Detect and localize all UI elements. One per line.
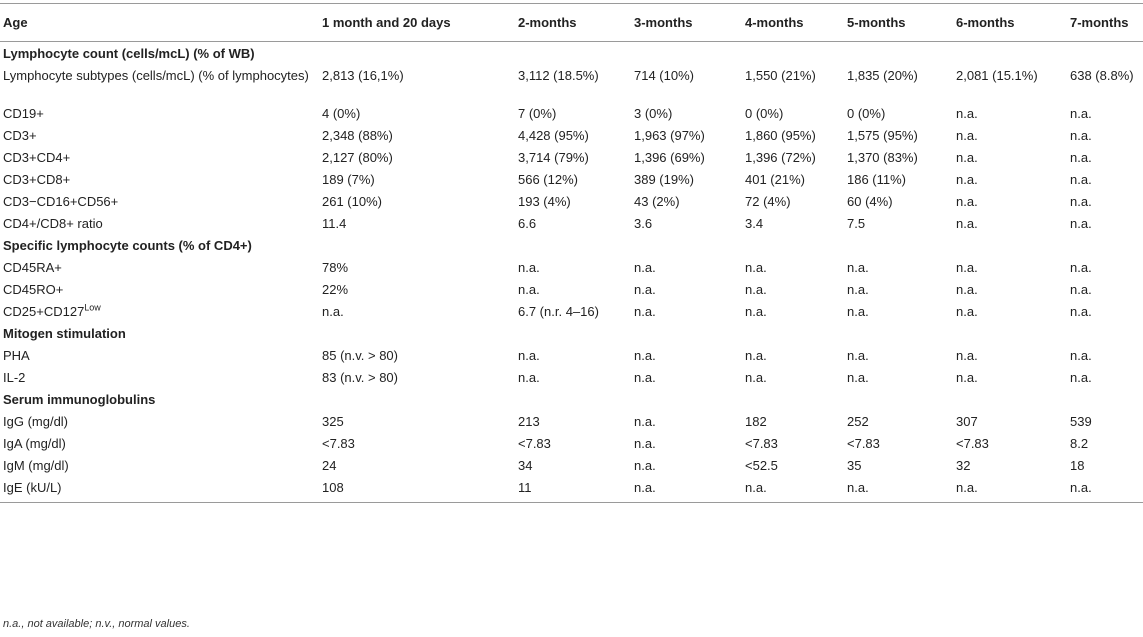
cell: 2,813 (16,1%) (322, 67, 404, 83)
cell: n.a. (745, 259, 767, 275)
header-4-months: 4-months (741, 4, 843, 42)
cell: n.a. (956, 149, 978, 165)
cell: n.a. (956, 347, 978, 363)
cell: n.a. (847, 303, 869, 319)
cell: 189 (7%) (322, 171, 375, 187)
cell: <52.5 (745, 457, 778, 473)
cell: <7.83 (847, 435, 880, 451)
header-7-months: 7-months (1066, 4, 1143, 42)
cell: n.a. (518, 259, 540, 275)
cell: n.a. (634, 413, 656, 429)
row-label: Lymphocyte subtypes (cells/mcL) (% of lymphocytes) (3, 67, 309, 83)
header-1-month-20-days: 1 month and 20 days (318, 4, 514, 42)
cell: n.a. (1070, 259, 1092, 275)
cell: n.a. (518, 369, 540, 385)
cell: 261 (10%) (322, 193, 382, 209)
table-row (0, 476, 1143, 503)
cell: 307 (956, 413, 978, 429)
cell: 566 (12%) (518, 171, 578, 187)
cell: n.a. (634, 369, 656, 385)
cell: n.a. (847, 259, 869, 275)
cell: 3.6 (634, 215, 653, 231)
cell: n.a. (518, 347, 540, 363)
row-label: CD45RA+ (3, 259, 62, 275)
section-row (0, 234, 1143, 256)
header-5-months: 5-months (843, 4, 952, 42)
row-label: CD4+/CD8+ ratio (3, 215, 103, 231)
cell: n.a. (634, 281, 656, 297)
row-label: CD3+ (3, 127, 37, 143)
cell: <7.83 (956, 435, 989, 451)
row-label: PHA (3, 347, 30, 363)
cell: 252 (847, 413, 869, 429)
table-row (0, 454, 1143, 476)
cell: n.a. (1070, 281, 1092, 297)
cell: 34 (518, 457, 533, 473)
cell: 1,550 (21%) (745, 67, 816, 83)
cell: 7.5 (847, 215, 866, 231)
cell: 72 (4%) (745, 193, 791, 209)
table-row (0, 300, 1143, 322)
cell: 2,081 (15.1%) (956, 67, 1038, 83)
cell: 8.2 (1070, 435, 1089, 451)
table-row (0, 64, 1143, 102)
cell: n.a. (322, 303, 344, 319)
cell: 2,127 (80%) (322, 149, 393, 165)
section-row (0, 388, 1143, 410)
row-label: CD19+ (3, 105, 44, 121)
cell: 43 (2%) (634, 193, 680, 209)
cell: 6.7 (n.r. 4–16) (518, 303, 599, 319)
header-6-months: 6-months (952, 4, 1066, 42)
section-mitogen: Mitogen stimulation (3, 325, 126, 341)
cell: 4,428 (95%) (518, 127, 589, 143)
cell: 1,575 (95%) (847, 127, 918, 143)
cell: <7.83 (322, 435, 355, 451)
row-label: IgG (mg/dl) (3, 413, 69, 429)
cell: 1,963 (97%) (634, 127, 705, 143)
cell: 3,714 (79%) (518, 149, 589, 165)
cell: 213 (518, 413, 540, 429)
header-2-months: 2-months (514, 4, 630, 42)
cell: 32 (956, 457, 971, 473)
cell: 638 (8.8%) (1070, 67, 1134, 83)
cell: 539 (1070, 413, 1092, 429)
table-row (0, 410, 1143, 432)
row-label (0, 300, 318, 322)
cell: 186 (11%) (847, 171, 907, 187)
cell: 7 (0%) (518, 105, 557, 121)
row-label: CD3+CD8+ (3, 171, 71, 187)
cell: 2,348 (88%) (322, 127, 393, 143)
cell: 1,860 (95%) (745, 127, 816, 143)
cell: 325 (322, 413, 344, 429)
row-label: CD3−CD16+CD56+ (3, 193, 119, 209)
cell: 0 (0%) (745, 105, 784, 121)
table-row (0, 168, 1143, 190)
cell: n.a. (634, 259, 656, 275)
cell: 35 (847, 457, 862, 473)
cell: 714 (10%) (634, 67, 694, 83)
cell: n.a. (745, 281, 767, 297)
cell: n.a. (956, 215, 978, 231)
cell: n.a. (745, 347, 767, 363)
cell: 389 (19%) (634, 171, 694, 187)
cell: n.a. (1070, 303, 1092, 319)
cell: n.a. (634, 435, 656, 451)
cell: n.a. (1070, 127, 1092, 143)
cell: 0 (0%) (847, 105, 886, 121)
cell: n.a. (847, 347, 869, 363)
section-lymphocyte-count: Lymphocyte count (cells/mcL) (% of WB) (3, 46, 255, 61)
cell: 60 (4%) (847, 193, 893, 209)
cell: 11 (514, 476, 630, 503)
table-row (0, 278, 1143, 300)
row-label: IgM (mg/dl) (3, 457, 69, 473)
row-label-superscript: Low (84, 302, 101, 313)
row-label: CD45RO+ (3, 281, 64, 297)
cell: n.a. (956, 303, 978, 319)
cell: 1,396 (69%) (634, 149, 705, 165)
table-row (0, 256, 1143, 278)
table-row (0, 344, 1143, 366)
cell: n.a. (741, 476, 843, 503)
cell: 3 (0%) (634, 105, 673, 121)
row-label: CD3+CD4+ (3, 149, 71, 165)
cell: <7.83 (745, 435, 778, 451)
cell: 22% (322, 281, 349, 297)
lab-results-table (0, 3, 1143, 503)
cell: n.a. (956, 105, 978, 121)
cell: 4 (0%) (322, 105, 361, 121)
table-row (0, 212, 1143, 234)
cell: 18 (1070, 457, 1085, 473)
cell: n.a. (956, 193, 978, 209)
cell: n.a. (630, 476, 741, 503)
table-row (0, 102, 1143, 124)
cell: 401 (21%) (745, 171, 805, 187)
row-label: IL-2 (3, 369, 26, 385)
cell: n.a. (1070, 149, 1092, 165)
table-footnote: n.a., not available; n.v., normal values. (3, 618, 190, 630)
section-row (0, 322, 1143, 344)
cell: 24 (322, 457, 337, 473)
cell: n.a. (1070, 105, 1092, 121)
cell: n.a. (952, 476, 1066, 503)
cell: 3.4 (745, 215, 764, 231)
cell: n.a. (843, 476, 952, 503)
row-label-text: CD25+CD127 (3, 303, 85, 319)
cell: 83 (n.v. > 80) (322, 369, 398, 385)
cell: n.a. (956, 281, 978, 297)
table-row (0, 366, 1143, 388)
cell: n.a. (1070, 171, 1092, 187)
header-age: Age (0, 4, 318, 42)
cell: 182 (745, 413, 767, 429)
cell: n.a. (956, 171, 978, 187)
cell: 193 (4%) (518, 193, 571, 209)
cell: 1,835 (20%) (847, 67, 918, 83)
section-specific-counts: Specific lymphocyte counts (% of CD4+) (3, 237, 252, 253)
cell: n.a. (1066, 476, 1143, 503)
cell: n.a. (745, 369, 767, 385)
cell: n.a. (1070, 347, 1092, 363)
cell: n.a. (634, 303, 656, 319)
cell: n.a. (634, 347, 656, 363)
row-label: IgE (kU/L) (0, 476, 318, 503)
cell: n.a. (847, 281, 869, 297)
table-row (0, 124, 1143, 146)
cell: 3,112 (18.5%) (518, 67, 599, 83)
cell: n.a. (956, 369, 978, 385)
row-label: IgA (mg/dl) (3, 435, 66, 451)
cell: 1,396 (72%) (745, 149, 816, 165)
cell: n.a. (847, 369, 869, 385)
table-header-row (0, 4, 1143, 42)
cell: n.a. (956, 127, 978, 143)
section-immunoglobulins: Serum immunoglobulins (3, 391, 156, 407)
cell: 11.4 (322, 215, 347, 231)
cell: n.a. (956, 259, 978, 275)
table-row (0, 432, 1143, 454)
cell: 78% (322, 259, 349, 275)
cell: 6.6 (518, 215, 537, 231)
table-row (0, 190, 1143, 212)
cell: n.a. (518, 281, 540, 297)
cell: n.a. (1070, 215, 1092, 231)
cell: n.a. (745, 303, 767, 319)
section-row (0, 42, 1143, 64)
header-3-months: 3-months (630, 4, 741, 42)
cell: n.a. (634, 457, 656, 473)
cell: <7.83 (518, 435, 551, 451)
cell: n.a. (1070, 193, 1092, 209)
cell: 108 (318, 476, 514, 503)
cell: n.a. (1070, 369, 1092, 385)
cell: 85 (n.v. > 80) (322, 347, 398, 363)
table-row (0, 146, 1143, 168)
cell: 1,370 (83%) (847, 149, 918, 165)
